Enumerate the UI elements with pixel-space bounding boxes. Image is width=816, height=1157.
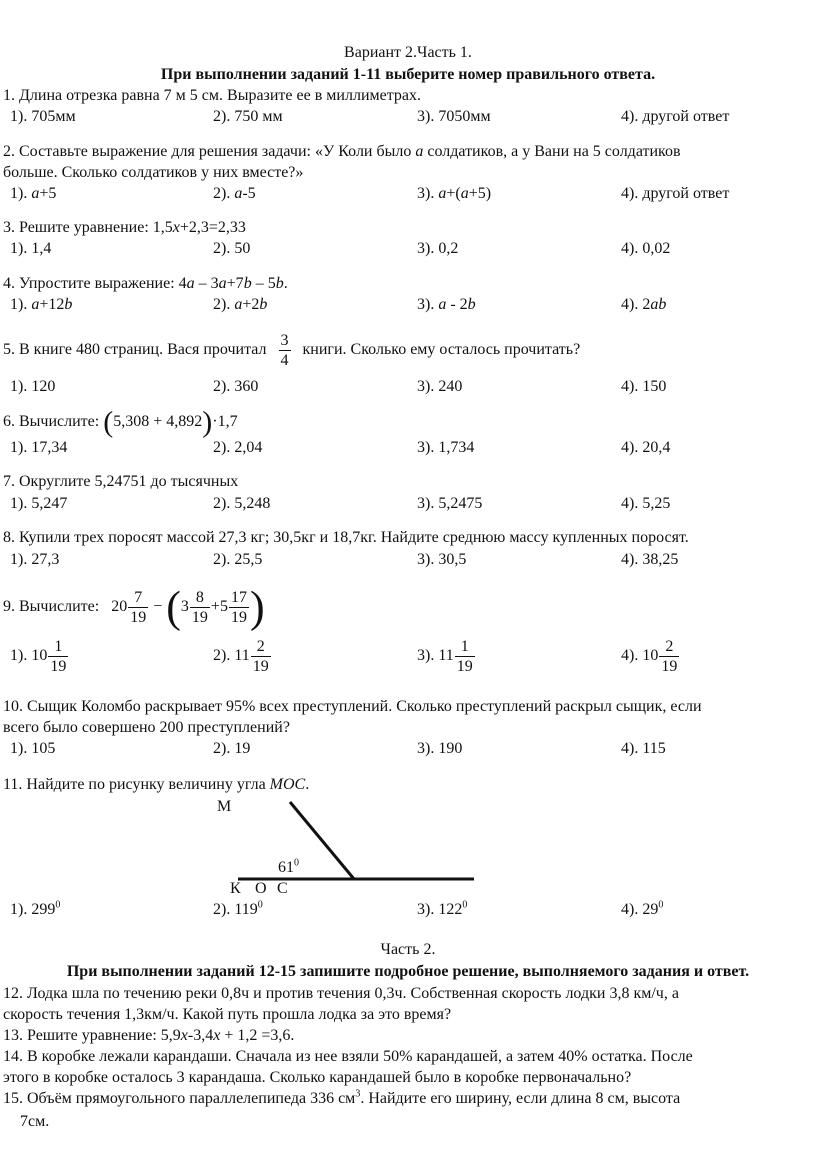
page-title: Вариант 2.Часть 1. <box>344 44 472 61</box>
q9-option-4: 4). 10 $\frac{2}{19}$ <box>621 637 678 675</box>
label-c: С <box>277 880 288 897</box>
q3-option-2: 2). 50 <box>213 240 251 257</box>
question-10-line2: всего было совершено 200 преступлений? <box>3 719 290 736</box>
question-3-text: 3. Решите уравнение: 1,5x+2,3=2,33 <box>3 219 246 236</box>
question-11-text: 11. Найдите по рисунку величину угла MOC. <box>3 776 310 793</box>
q2-option-4: 4). другой ответ <box>621 185 730 202</box>
q5-option-3: 3). 240 <box>417 378 463 395</box>
label-m: M <box>217 798 232 815</box>
q2-option-2: 2). a-5 <box>213 185 256 202</box>
q10-option-1: 1). 105 <box>10 740 56 757</box>
q5-option-1: 1). 120 <box>10 378 56 395</box>
q5-option-4: 4). 150 <box>621 378 667 395</box>
q3-option-4: 4). 0,02 <box>621 240 671 257</box>
question-8-text: 8. Купили трех поросят массой 27,3 кг; 30,5кг и 18,7кг. Найдите среднюю массу купленных поросят. <box>3 529 689 546</box>
q1-option-4: 4). другой ответ <box>621 108 730 125</box>
q9-option-1-fraction: $\frac{1}{19}$ <box>50 637 67 675</box>
q6-option-1: 1). 17,34 <box>10 439 68 456</box>
question-15-line2: 7см. <box>20 1113 50 1130</box>
angle-value-label: $61^0$ <box>278 857 299 876</box>
question-9-text: 9. Вычислите: 20 $\frac{7}{19}$ − (3 $\frac{8}{19}$ +5 $\frac{17}{19}$ ) <box>3 582 265 632</box>
question-12-line1: 12. Лодка шла по течению реки 0,8ч и против течения 0,3ч. Собственная скорость лодки 3,8 км/ч, а <box>3 985 679 1002</box>
q7-option-1: 1). 5,247 <box>10 495 68 512</box>
q11-option-4: 4). $29^0$ <box>621 899 664 918</box>
q4-option-3: 3). a - 2b <box>417 296 476 313</box>
q1-option-2: 2). 750 мм <box>213 108 283 125</box>
label-k: К <box>230 880 241 897</box>
question-13-text: 13. Решите уравнение: 5,9x-3,4x + 1,2 =3,6. <box>3 1027 295 1044</box>
q9-option-3-fraction: $\frac{1}{19}$ <box>456 637 473 675</box>
part2-title: Часть 2. <box>380 941 436 958</box>
question-14-line1: 14. В коробке лежали карандаши. Сначала из нее взяли 50% карандашей, а затем 40% остатка. После <box>3 1048 693 1065</box>
q8-option-2: 2). 25,5 <box>213 551 263 568</box>
q2-option-1: 1). a+5 <box>10 185 57 202</box>
ray-om <box>290 802 354 879</box>
question-1-text: 1. Длина отрезка равна 7 м 5 см. Выразите ее в миллиметрах. <box>3 87 422 104</box>
q7-option-3: 3). 5,2475 <box>417 495 483 512</box>
q8-option-1: 1). 27,3 <box>10 551 60 568</box>
q9-option-4-fraction: $\frac{2}{19}$ <box>661 637 678 675</box>
q6-option-3: 3). 1,734 <box>417 439 475 456</box>
question-10-line1: 10. Сыщик Коломбо раскрывает 95% всех преступлений. Сколько преступлений раскрыл сыщик, если <box>3 698 702 715</box>
q9-option-2-fraction: $\frac{2}{19}$ <box>252 637 269 675</box>
q9-option-1: 1). 10 $\frac{1}{19}$ <box>10 637 67 675</box>
question-14-line2: этого в коробке осталось 3 карандаша. Сколько карандашей было в коробке первоначально? <box>3 1069 632 1086</box>
question-7-text: 7. Округлите 5,24751 до тысячных <box>3 473 239 490</box>
q4-option-2: 2). a+2b <box>213 296 268 313</box>
q4-option-1: 1). a+12b <box>10 296 73 313</box>
q10-option-4: 4). 115 <box>621 740 666 757</box>
question-5-text: 5. В книге 480 страниц. Вася прочитал $\frac{3}{4}$ книги. Сколько ему осталось прочитать? <box>3 332 581 369</box>
question-2-line1: 2. Составьте выражение для решения задачи: «У Коли было a солдатиков, а у Вани на 5 солдатиков <box>3 143 681 160</box>
q2-option-3: 3). a+(a+5) <box>417 185 492 202</box>
q1-option-3: 3). 7050мм <box>417 108 491 125</box>
q11-option-3: 3). $122^0$ <box>417 899 468 918</box>
q9-fraction-2: $\frac{8}{19}$ <box>191 588 208 626</box>
q8-option-4: 4). 38,25 <box>621 551 679 568</box>
q11-option-2: 2). $119^0$ <box>213 899 263 918</box>
instructions-part1: При выполнении заданий 1-11 выберите номер правильного ответа. <box>160 66 656 83</box>
q9-fraction-1: $\frac{7}{19}$ <box>130 588 147 626</box>
q5-fraction: $\frac{3}{4}$ <box>280 332 289 369</box>
question-15-line1: 15. Объём прямоугольного параллелепипеда 336 $см^3$. Найдите его ширину, если длина 8 см, высота <box>3 1088 681 1107</box>
angle-figure <box>0 790 816 900</box>
q9-option-3: 3). 11 $\frac{1}{19}$ <box>417 637 473 675</box>
q10-option-3: 3). 190 <box>417 740 463 757</box>
q10-option-2: 2). 19 <box>213 740 251 757</box>
question-12-line2: скорость течения 1,3км/ч. Какой путь прошла лодка за это время? <box>3 1006 452 1023</box>
q7-option-2: 2). 5,248 <box>213 495 271 512</box>
question-2-line2: больше. Сколько солдатиков у них вместе?» <box>3 164 304 181</box>
q11-option-1: 1). $299^0$ <box>10 899 61 918</box>
q5-option-2: 2). 360 <box>213 378 259 395</box>
question-4-text: 4. Упростите выражение: 4a – 3a+7b – 5b. <box>3 275 288 292</box>
q4-option-4: 4). 2ab <box>621 296 667 313</box>
q6-option-2: 2). 2,04 <box>213 439 263 456</box>
q1-option-1: 1). 705мм <box>10 108 76 125</box>
q6-option-4: 4). 20,4 <box>621 439 671 456</box>
q9-option-2: 2). 11 $\frac{2}{19}$ <box>213 637 269 675</box>
q3-option-1: 1). 1,4 <box>10 240 52 257</box>
instructions-part2: При выполнении заданий 12-15 запишите подробное решение, выполняемого задания и ответ. <box>66 963 750 980</box>
label-o: О <box>255 880 267 897</box>
q3-option-3: 3). 0,2 <box>417 240 459 257</box>
question-6-text: 6. Вычислите: (5,308 + 4,892)·1,7 <box>3 405 238 439</box>
q8-option-3: 3). 30,5 <box>417 551 467 568</box>
q7-option-4: 4). 5,25 <box>621 495 671 512</box>
q9-fraction-3: $\frac{17}{19}$ <box>230 588 247 626</box>
